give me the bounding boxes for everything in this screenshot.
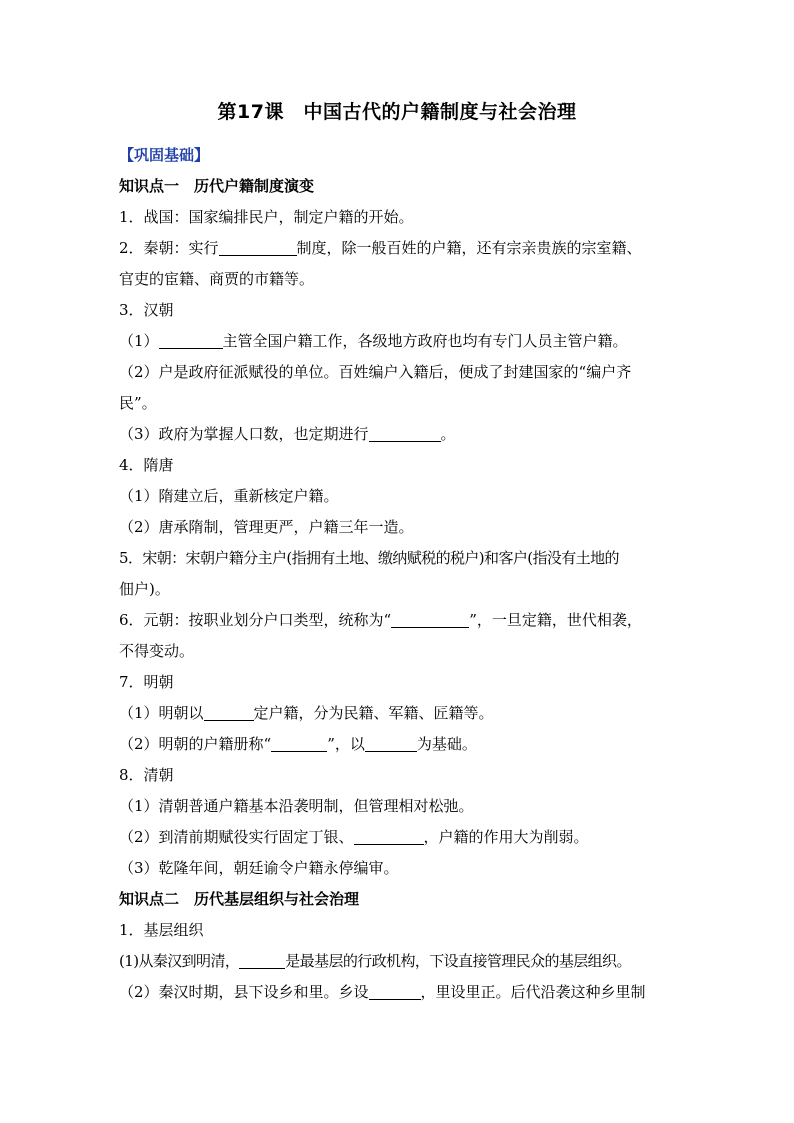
document-body [119,140,679,1008]
text-line: 1．基层组织 [119,921,204,939]
text-line: 官吏的宦籍、商贾的市籍等。 [119,270,315,288]
fill-blank [369,423,441,442]
fill-blank [204,702,254,721]
text-line: 民”。 [119,394,157,412]
fill-blank [219,237,297,256]
section-label: 【巩固基础】 [119,146,210,164]
knowledge-point-2-heading: 知识点二 历代基层组织与社会治理 [119,890,360,908]
text-line: （1） 主管全国户籍工作，各级地方政府也均有专门人员主管户籍。 [119,332,628,350]
text-line: （2）唐承隋制，管理更严，户籍三年一造。 [119,518,414,536]
text-line: 3．汉朝 [119,301,174,319]
knowledge-point-1-heading: 知识点一 历代户籍制度演变 [119,177,315,195]
text-line: 2．秦朝：实行 制度，除一般百姓的户籍，还有宗亲贵族的宗室籍、 [119,239,642,257]
page-title: 第17课 中国古代的户籍制度与社会治理 [217,101,577,123]
fill-blank [239,950,285,969]
text-line: （1）清朝普通户籍基本沿袭明制，但管理相对松弛。 [119,797,474,815]
text-line: （3）乾隆年间，朝廷谕令户籍永停编审。 [119,859,399,877]
text-line: 5．宋朝：宋朝户籍分主户(指拥有土地、缴纳赋税的税户)和客户(指没有土地的 [119,549,619,567]
text-line: 8．清朝 [119,766,174,784]
text-line: （2）到清前期赋役实行固定丁银、 ，户籍的作用大为削弱。 [119,828,589,846]
text-line: 不得变动。 [119,642,195,660]
fill-blank [365,733,417,752]
text-line: （2）明朝的户籍册称“ ”，以 为基础。 [119,735,477,753]
fill-blank [369,981,421,1000]
fill-blank [391,609,469,628]
text-line: 7．明朝 [119,673,174,691]
text-line: 6．元朝：按职业划分户口类型，统称为“ ”，一旦定籍，世代相袭， [119,611,642,629]
text-line: （1）隋建立后，重新核定户籍。 [119,487,339,505]
text-line: (1)从秦汉到明清， 是最基层的行政机构，下设直接管理民众的基层组织。 [119,952,631,970]
text-line: （2）秦汉时期，县下设乡和里。乡设 ，里设里正。后代沿袭这种乡里制 [119,983,646,1001]
fill-blank [271,733,327,752]
text-line: 4．隋唐 [119,456,174,474]
text-line: 1．战国：国家编排民户，制定户籍的开始。 [119,208,414,226]
fill-blank [159,330,223,349]
text-line: （1）明朝以 定户籍，分为民籍、军籍、匠籍等。 [119,704,494,722]
text-line: （2）户是政府征派赋役的单位。百姓编户入籍后，便成了封建国家的“编户齐 [119,363,632,381]
text-line: 佃户)。 [119,580,170,598]
text-line: （3）政府为掌握人口数，也定期进行 。 [119,425,456,443]
fill-blank [354,826,424,845]
